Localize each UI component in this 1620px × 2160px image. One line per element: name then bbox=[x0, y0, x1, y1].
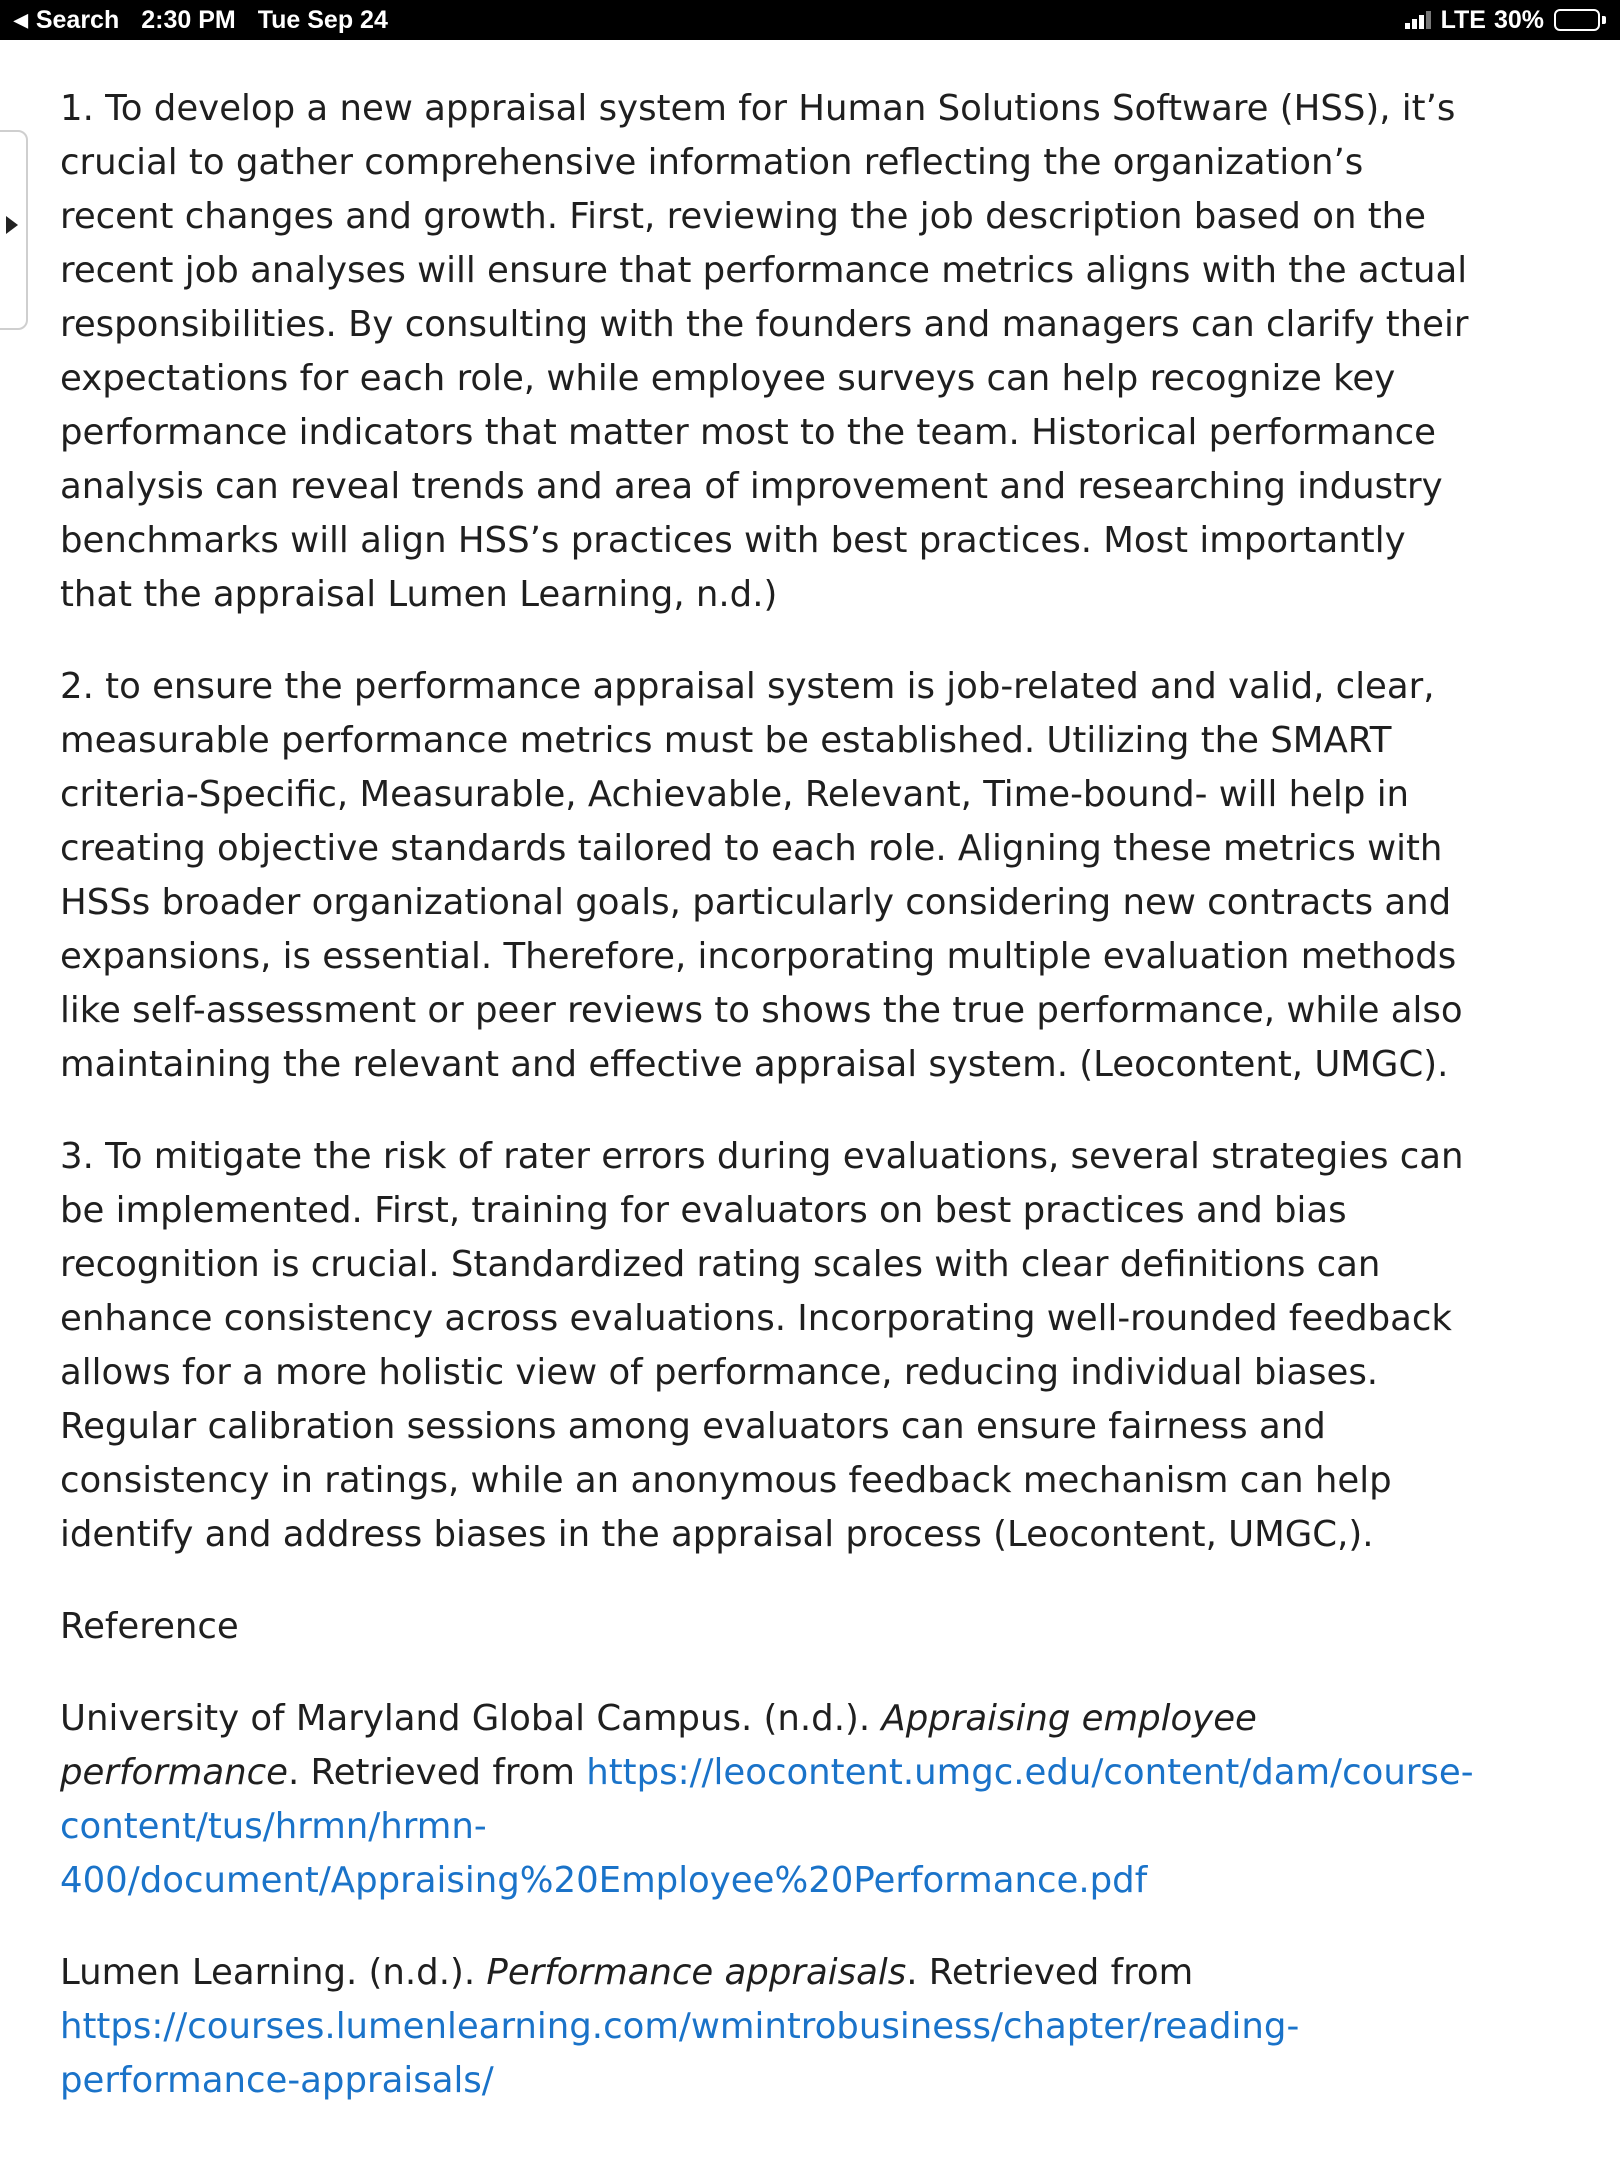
reference-2-author: Lumen Learning. (n.d.). bbox=[60, 1952, 487, 1993]
document-content bbox=[60, 82, 1480, 2146]
expand-triangle-icon bbox=[6, 216, 18, 234]
reference-1-retrieved: . Retrieved from bbox=[287, 1752, 587, 1793]
status-left bbox=[14, 0, 388, 40]
paragraph-1: 1. To develop a new appraisal system for Human Solutions Software (HSS), it’s crucial to gather comprehensive information reflecting the organization’s recent changes and growth. First, reviewing the job description based on the recent job analyses will ensure that performance metrics aligns with the actual responsibilities. By consulting with the founders and managers can clarify their expectations for each role, while employee surveys can help recognize key performance indicators that matter most to the team. Historical performance analysis can reveal trends and area of improvement and researching industry benchmarks will align HSS’s practices with best practices. Most importantly that the appraisal Lumen Learning, n.d.) bbox=[60, 88, 1469, 615]
back-to-search-link[interactable]: Search bbox=[35, 5, 120, 34]
battery-icon bbox=[1554, 9, 1606, 31]
reference-1-link[interactable]: https://leocontent.umgc.edu/content/dam/course-content/tus/hrmn/hrmn-400/document/Appraising%20Employee%20Performance.pdf bbox=[60, 1752, 1474, 1901]
paragraph-2: 2. to ensure the performance appraisal system is job-related and valid, clear, measurable performance metrics must be established. Utilizing the SMART criteria-Specific, Measurable, Achievable, Relevant, Time-bound- will help in creating objective standards tailored to each role. Aligning these metrics with HSSs broader organizational goals, particularly considering new contracts and expansions, is essential. Therefore, incorporating multiple evaluation methods like self-assessment or peer reviews to shows the true performance, while also maintaining the relevant and effective appraisal system. (Leocontent, UMGC). bbox=[60, 666, 1463, 1085]
reference-2-retrieved: . Retrieved from bbox=[906, 1952, 1194, 1993]
cellular-signal-icon bbox=[1405, 11, 1433, 29]
status-bar bbox=[0, 0, 1620, 40]
status-right bbox=[1405, 0, 1606, 40]
reference-heading: Reference bbox=[60, 1606, 239, 1647]
paragraph-3: 3. To mitigate the risk of rater errors during evaluations, several strategies can be implemented. First, training for evaluators on best practices and bias recognition is crucial. Standardized rating scales with clear definitions can enhance consistency across evaluations. Incorporating well-rounded feedback allows for a more holistic view of performance, reducing individual biases. Regular calibration sessions among evaluators can ensure fairness and consistency in ratings, while an anonymous feedback mechanism can help identify and address biases in the appraisal process (Leocontent, UMGC,). bbox=[60, 1136, 1464, 1555]
status-date: Tue Sep 24 bbox=[257, 5, 388, 34]
network-type: LTE bbox=[1440, 5, 1486, 34]
battery-percent: 30% bbox=[1493, 5, 1544, 34]
reference-1 bbox=[60, 1692, 1480, 1908]
reference-1-title: Appraising employee performance bbox=[60, 1698, 1257, 1793]
reference-1-author: University of Maryland Global Campus. (n.d.). bbox=[60, 1698, 882, 1739]
reference-2-title: Performance appraisals bbox=[486, 1952, 907, 1993]
status-time: 2:30 PM bbox=[141, 5, 236, 34]
sidebar-toggle-tab[interactable] bbox=[0, 130, 28, 330]
reference-2 bbox=[60, 1946, 1480, 2108]
back-arrow-icon[interactable]: ◀ bbox=[14, 10, 28, 30]
reference-2-link[interactable]: https://courses.lumenlearning.com/wmintrobusiness/chapter/reading-performance-appraisals/ bbox=[60, 2006, 1300, 2101]
